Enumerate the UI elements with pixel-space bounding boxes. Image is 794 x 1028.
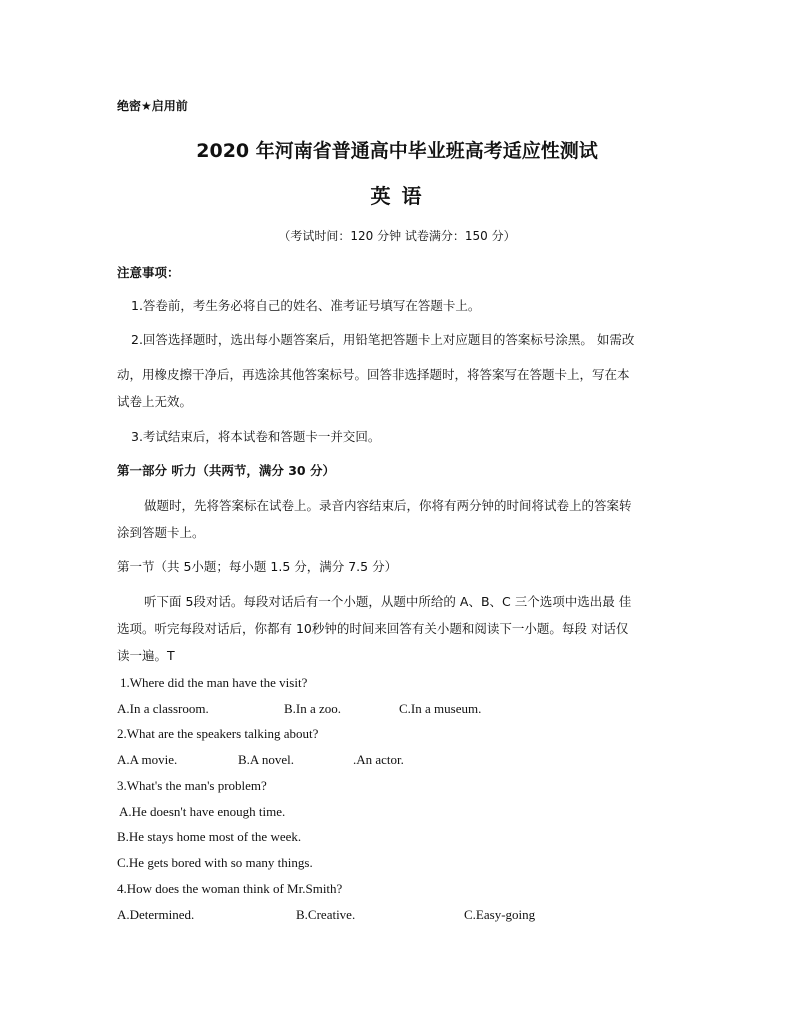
question-3-option-c: C.He gets bored with so many things. — [117, 855, 313, 870]
exam-title: 2020 年河南省普通高中毕业班高考适应性测试 — [196, 140, 598, 162]
part1-heading: 第一部分 听力（共两节，满分 30 分） — [117, 463, 335, 478]
notes-heading: 注意事项： — [117, 265, 180, 280]
question-2-stem: 2.What are the speakers talking about? — [117, 726, 319, 741]
section1-heading: 第一节（共 5小题；每小题 1.5 分，满分 7.5 分） — [117, 559, 398, 574]
question-4-option-b: B.Creative. — [296, 907, 356, 922]
question-1-option-a: A.In a classroom. — [117, 701, 209, 716]
question-1-option-c: C.In a museum. — [399, 701, 482, 716]
question-4-option-c: C.Easy-going — [464, 907, 536, 922]
subject-title: 英 语 — [370, 184, 424, 208]
question-2-option-c: .An actor. — [353, 752, 404, 767]
question-1-stem: 1.Where did the man have the visit? — [120, 675, 308, 690]
question-4-option-a: A.Determined. — [117, 907, 195, 922]
confidential-label: 绝密★启用前 — [117, 99, 188, 113]
note-item-2-line-3: 试卷上无效。 — [117, 394, 193, 409]
section1-intro-line-2: 选项。听完每段对话后，你都有 10秒钟的时间来回答有关小题和阅读下一小题。每段 对话仅 — [117, 621, 629, 636]
question-2-option-a: A.A movie. — [117, 752, 178, 767]
part1-intro-line-1: 做题时，先将答案标在试卷上。录音内容结束后，你将有两分钟的时间将试卷上的答案转 — [144, 498, 632, 513]
note-item-2-line-2: 动，用橡皮擦干净后，再选涂其他答案标号。回答非选择题时，将答案写在答题卡上，写在本 — [117, 367, 630, 382]
question-2-option-b: B.A novel. — [238, 752, 294, 767]
note-item-1: 1.答卷前，考生务必将自己的姓名、准考证号填写在答题卡上。 — [131, 298, 481, 313]
note-item-3: 3.考试结束后，将本试卷和答题卡一并交回。 — [131, 429, 381, 444]
question-3-stem: 3.What's the man's problem? — [117, 778, 267, 793]
exam-info: （考试时间：120 分钟 试卷满分：150 分） — [278, 229, 516, 243]
part1-intro-line-2: 涂到答题卡上。 — [117, 525, 205, 540]
section1-intro-line-1: 听下面 5段对话。每段对话后有一个小题，从题中所给的 A、B、C 三个选项中选出最 佳 — [144, 594, 632, 609]
section1-intro-line-3: 读一遍。T — [117, 648, 175, 663]
note-item-2-line-1: 2.回答选择题时，选出每小题答案后，用铅笔把答题卡上对应题目的答案标号涂黑。 如需改 — [131, 332, 635, 347]
question-3-option-a: A.He doesn't have enough time. — [119, 804, 286, 819]
question-3-option-b: B.He stays home most of the week. — [117, 829, 302, 844]
question-4-stem: 4.How does the woman think of Mr.Smith? — [117, 881, 343, 896]
question-1-option-b: B.In a zoo. — [284, 701, 342, 716]
